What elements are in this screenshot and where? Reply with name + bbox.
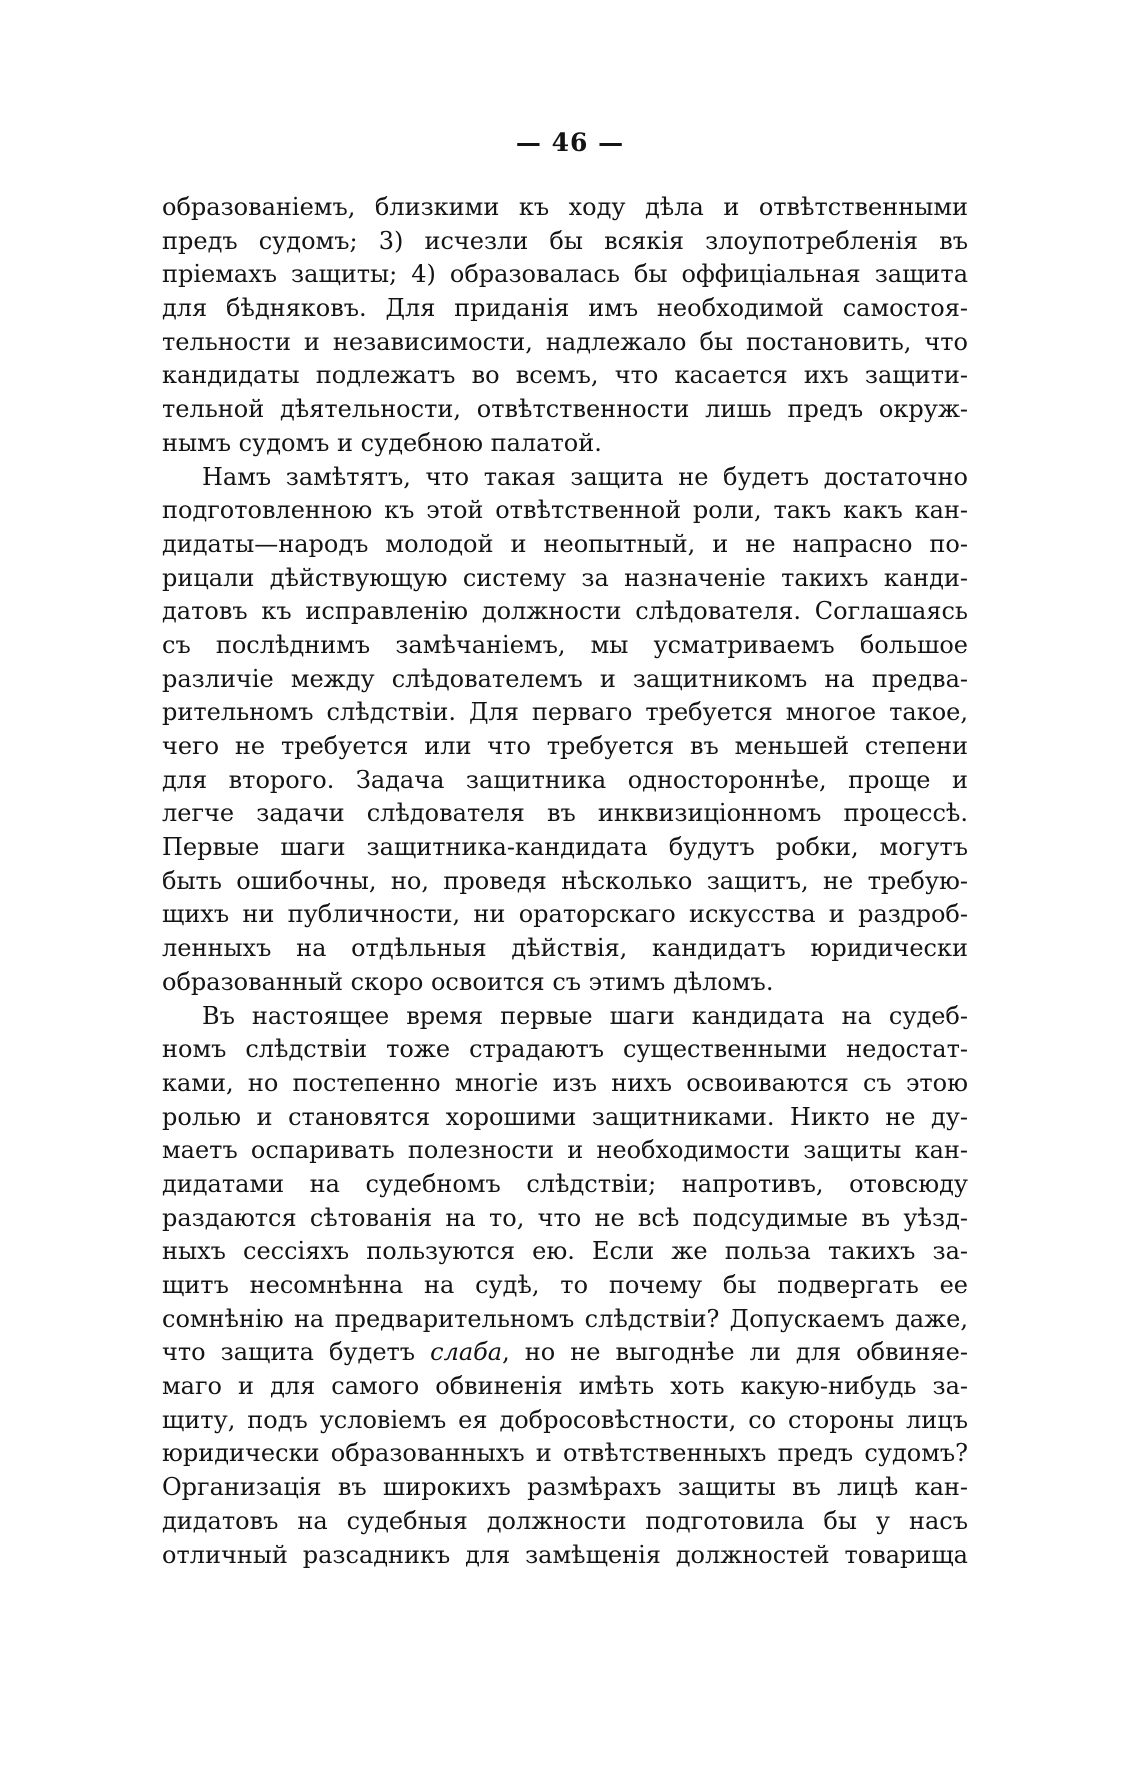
- text-line-with-emphasis: [162, 1336, 968, 1370]
- text-line: маетъ оспаривать полезности и необходимости защиты кан-: [162, 1136, 968, 1165]
- text-line: для второго. Задача защитника одностороннѣе, проще и: [162, 765, 968, 794]
- text-line: щитъ несомнѣнна на судѣ, то почему бы подвергать ее: [162, 1271, 968, 1299]
- text-line: отличный разсадникъ для замѣщенія должностей товарища: [162, 1540, 968, 1569]
- text-fragment: что защита будетъ: [162, 1338, 431, 1367]
- text-line: чего не требуется или что требуется въ меньшей степени: [162, 732, 968, 760]
- text-line: образованіемъ, близкими къ ходу дѣла и отвѣтственными: [162, 193, 968, 221]
- text-line: быть ошибочны, но, проведя нѣсколько защитъ, не требую-: [162, 866, 968, 895]
- emphasized-word: слаба: [430, 1338, 503, 1367]
- text-line: ками, но постепенно многіе изъ нихъ освоиваются съ этою: [162, 1068, 968, 1097]
- text-line: Организація въ широкихъ размѣрахъ защиты въ лицѣ кан-: [162, 1473, 968, 1502]
- text-line: номъ слѣдствіи тоже страдаютъ существенными недостат-: [162, 1035, 968, 1064]
- page-number: — 46 —: [515, 128, 625, 157]
- text-line: кандидаты подлежатъ во всемъ, что касается ихъ защити-: [162, 361, 968, 390]
- text-line: предъ судомъ; 3) исчезли бы всякія злоупотребленія въ: [162, 226, 968, 255]
- text-line: сомнѣнію на предварительномъ слѣдствіи? Допускаемъ даже,: [162, 1304, 968, 1333]
- text-line: щиту, подъ условіемъ ея добросовѣстности, со стороны лицъ: [162, 1405, 968, 1434]
- text-line: юридически образованныхъ и отвѣтственныхъ предъ судомъ?: [162, 1439, 968, 1468]
- text-line: легче задачи слѣдователя въ инквизиціонномъ процессѣ.: [162, 799, 968, 828]
- text-line: пріемахъ защиты; 4) образовалась бы оффиціальная защита: [162, 260, 968, 289]
- paragraph-start-line: Намъ замѣтятъ, что такая защита не будетъ достаточно: [202, 462, 968, 491]
- text-line: рительномъ слѣдствіи. Для перваго требуется многое такое,: [162, 698, 968, 727]
- text-line: дидаты—народъ молодой и неопытный, и не напрасно по-: [162, 529, 968, 558]
- text-fragment: , но не выгоднѣе ли для обвиняе-: [502, 1338, 968, 1367]
- text-line: рицали дѣйствующую систему за назначеніе такихъ канди-: [162, 563, 968, 592]
- text-line: съ послѣднимъ замѣчаніемъ, мы усматриваемъ большое: [162, 630, 968, 659]
- text-line: тельной дѣятельности, отвѣтственности лишь предъ окруж-: [162, 395, 968, 424]
- paragraph-start-line: Въ настоящее время первые шаги кандидата на судеб-: [202, 1001, 968, 1030]
- text-line: подготовленною къ этой отвѣтственной роли, такъ какъ кан-: [162, 496, 968, 525]
- text-line: для бѣдняковъ. Для приданія имъ необходимой самостоя-: [162, 294, 968, 323]
- text-line: различіе между слѣдователемъ и защитникомъ на предва-: [162, 664, 968, 693]
- text-line: Первые шаги защитника-кандидата будутъ робки, могутъ: [162, 833, 968, 862]
- text-line: нымъ судомъ и судебною палатой.: [162, 428, 602, 457]
- text-line: тельности и независимости, надлежало бы постановить, что: [162, 327, 968, 356]
- body-text: [162, 191, 968, 1572]
- text-line: ленныхъ на отдѣльныя дѣйствія, кандидатъ юридически: [162, 934, 968, 963]
- text-line: ныхъ сессіяхъ пользуются ею. Если же польза такихъ за-: [162, 1237, 968, 1266]
- text-line: ролью и становятся хорошими защитниками. Никто не ду-: [162, 1102, 968, 1131]
- text-line: щихъ ни публичности, ни ораторскаго искусства и раздроб-: [162, 900, 968, 929]
- text-line: раздаются сѣтованія на то, что не всѣ подсудимые въ уѣзд-: [162, 1203, 968, 1232]
- text-line: образованный скоро освоится съ этимъ дѣломъ.: [162, 967, 774, 996]
- text-line: дидатовъ на судебныя должности подготовила бы у насъ: [162, 1506, 968, 1535]
- text-line: дидатами на судебномъ слѣдствіи; напротивъ, отовсюду: [162, 1169, 968, 1198]
- text-line: датовъ къ исправленію должности слѣдователя. Соглашаясь: [162, 597, 968, 626]
- text-line: маго и для самого обвиненія имѣть хоть какую-нибудь за-: [162, 1372, 968, 1401]
